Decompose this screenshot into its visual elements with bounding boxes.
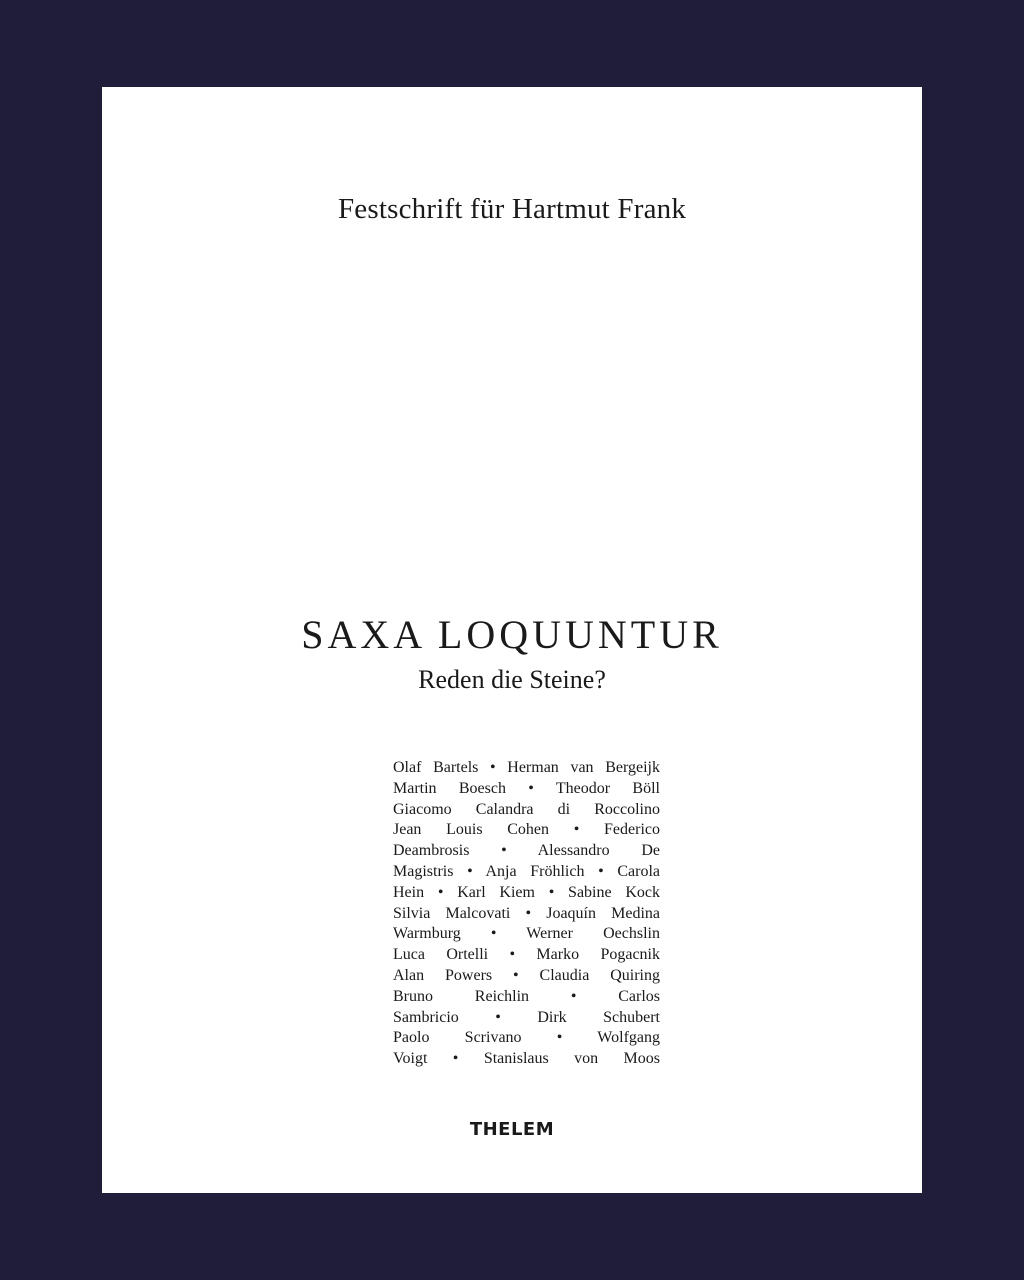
contributor-line: Paolo Scrivano • Wolfgang (393, 1029, 660, 1047)
contributor-line: Alan Powers • Claudia Quiring (393, 966, 660, 984)
contributor-line: Warmburg • Werner Oechslin (393, 925, 660, 943)
publisher-name: THELEM (469, 1119, 555, 1140)
contributor-line: Hein • Karl Kiem • Sabine Kock (393, 883, 660, 901)
contributor-list (393, 758, 660, 1070)
contributor-line: Bruno Reichlin • Carlos (393, 987, 660, 1005)
contributor-line: Giacomo Calandra di Roccolino (393, 800, 660, 818)
contributor-line: Voigt • Stanislaus von Moos (393, 1050, 660, 1068)
contributor-line: Luca Ortelli • Marko Pogacnik (393, 946, 660, 964)
contributor-line: Deambrosis • Alessandro De (393, 842, 660, 860)
dedication: Festschrift für Hartmut Frank (337, 193, 687, 225)
contributor-line: Jean Louis Cohen • Federico (393, 821, 660, 839)
contributor-line: Martin Boesch • Theodor Böll (393, 779, 660, 797)
contributor-line: Sambricio • Dirk Schubert (393, 1008, 660, 1026)
contributor-line: Olaf Bartels • Herman van Bergeijk (393, 759, 660, 776)
book-title: SAXA LOQUUNTUR (301, 612, 723, 657)
book-subtitle: Reden die Steine? (418, 665, 606, 694)
contributor-line: Magistris • Anja Fröhlich • Carola (393, 862, 660, 880)
contributor-line: Silvia Malcovati • Joaquín Medina (393, 904, 660, 922)
book-cover (102, 87, 922, 1193)
